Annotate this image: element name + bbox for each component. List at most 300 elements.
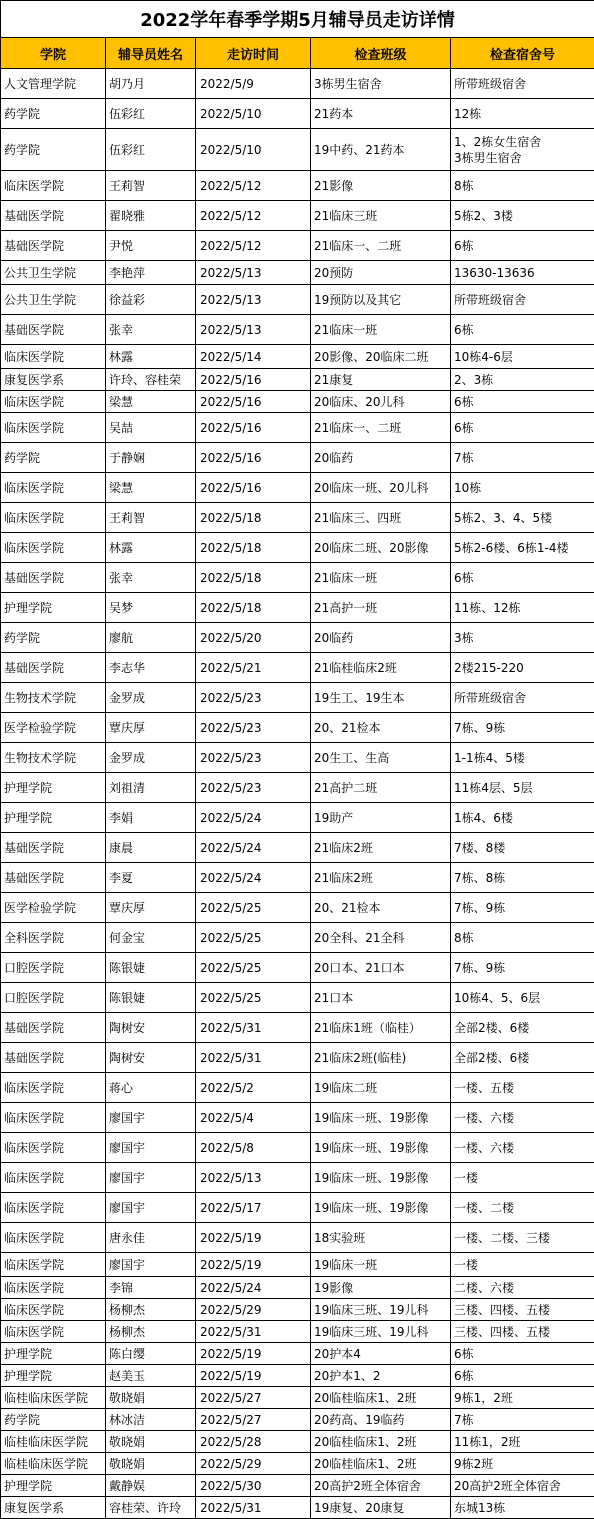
dorm-cell: 一楼、二楼、三楼: [451, 1223, 594, 1253]
table-row: [1, 1497, 594, 1519]
college-cell: 药学院: [1, 443, 106, 473]
counselor-cell: 伍彩红: [106, 99, 196, 129]
college-cell: 临床医学院: [1, 1163, 106, 1193]
table-row: [1, 473, 594, 503]
college-cell: 临桂临床医学院: [1, 1453, 106, 1475]
dorm-cell: 6栋: [451, 315, 594, 345]
class-cell: 20护本4: [311, 1343, 451, 1365]
table-row: [1, 1103, 594, 1133]
table-row: [1, 1193, 594, 1223]
visit-date-cell: 2022/5/13: [196, 285, 311, 315]
college-cell: 基础医学院: [1, 231, 106, 261]
table-row: [1, 713, 594, 743]
visit-date-cell: 2022/5/20: [196, 623, 311, 653]
table-row: [1, 1223, 594, 1253]
college-cell: 基础医学院: [1, 1013, 106, 1043]
dorm-cell: 6栋: [451, 231, 594, 261]
college-cell: 基础医学院: [1, 653, 106, 683]
college-cell: 全科医学院: [1, 923, 106, 953]
table-row: [1, 1431, 594, 1453]
visit-date-cell: 2022/5/2: [196, 1073, 311, 1103]
class-cell: 19助产: [311, 803, 451, 833]
table-row: [1, 773, 594, 803]
college-cell: 临床医学院: [1, 171, 106, 201]
class-cell: 20预防: [311, 261, 451, 285]
table-row: [1, 285, 594, 315]
dorm-cell: 10栋4-6层: [451, 345, 594, 369]
dorm-cell: 7楼、8楼: [451, 833, 594, 863]
counselor-cell: 杨柳杰: [106, 1321, 196, 1343]
table-row: [1, 129, 594, 171]
table-row: [1, 833, 594, 863]
counselor-cell: 何金宝: [106, 923, 196, 953]
visit-date-cell: 2022/5/19: [196, 1223, 311, 1253]
counselor-cell: 杨柳杰: [106, 1299, 196, 1321]
class-cell: 21高护二班: [311, 773, 451, 803]
class-cell: 20口本、21口本: [311, 953, 451, 983]
visit-date-cell: 2022/5/9: [196, 69, 311, 99]
class-cell: 21高护一班: [311, 593, 451, 623]
dorm-cell: 8栋: [451, 923, 594, 953]
table-row: [1, 593, 594, 623]
table-row: [1, 1453, 594, 1475]
table-row: [1, 1133, 594, 1163]
college-cell: 公共卫生学院: [1, 261, 106, 285]
class-cell: 20、21检本: [311, 893, 451, 923]
dorm-cell: 2楼215-220: [451, 653, 594, 683]
counselor-cell: 金罗成: [106, 683, 196, 713]
column-header: 走访时间: [196, 38, 311, 69]
class-cell: 19中药、21药本: [311, 129, 451, 171]
class-cell: 20护本1、2: [311, 1365, 451, 1387]
college-cell: 口腔医学院: [1, 953, 106, 983]
college-cell: 护理学院: [1, 803, 106, 833]
class-cell: 19临床三班、19儿科: [311, 1321, 451, 1343]
class-cell: 21临床一班: [311, 563, 451, 593]
dorm-cell: 6栋: [451, 563, 594, 593]
counselor-cell: 于静娴: [106, 443, 196, 473]
visit-date-cell: 2022/5/12: [196, 231, 311, 261]
counselor-cell: 敬晓娟: [106, 1431, 196, 1453]
visit-date-cell: 2022/5/4: [196, 1103, 311, 1133]
visit-date-cell: 2022/5/13: [196, 1163, 311, 1193]
counselor-cell: 李艳萍: [106, 261, 196, 285]
college-cell: 人文管理学院: [1, 69, 106, 99]
visit-date-cell: 2022/5/31: [196, 1013, 311, 1043]
college-cell: 临床医学院: [1, 473, 106, 503]
counselor-cell: 覃庆厚: [106, 893, 196, 923]
table-row: [1, 563, 594, 593]
dorm-cell: 所带班级宿舍: [451, 69, 594, 99]
visit-date-cell: 2022/5/19: [196, 1253, 311, 1277]
visit-date-cell: 2022/5/24: [196, 803, 311, 833]
class-cell: 19临床一班、19影像: [311, 1193, 451, 1223]
counselor-cell: 陶树安: [106, 1013, 196, 1043]
counselor-cell: 李娟: [106, 803, 196, 833]
visit-date-cell: 2022/5/13: [196, 315, 311, 345]
dorm-cell: 1、2栋女生宿舍 3栋男生宿舍: [451, 129, 594, 171]
counselor-cell: 梁慧: [106, 473, 196, 503]
visit-date-cell: 2022/5/19: [196, 1365, 311, 1387]
college-cell: 临床医学院: [1, 503, 106, 533]
college-cell: 生物技术学院: [1, 743, 106, 773]
counselor-cell: 陈银婕: [106, 953, 196, 983]
visit-date-cell: 2022/5/24: [196, 833, 311, 863]
visit-date-cell: 2022/5/24: [196, 1277, 311, 1299]
table-row: [1, 533, 594, 563]
class-cell: 20临药: [311, 623, 451, 653]
dorm-cell: 6栋: [451, 391, 594, 413]
class-cell: 20临桂临床1、2班: [311, 1387, 451, 1409]
dorm-cell: 一楼: [451, 1163, 594, 1193]
class-cell: 20全科、21全科: [311, 923, 451, 953]
counselor-cell: 林露: [106, 345, 196, 369]
college-cell: 生物技术学院: [1, 683, 106, 713]
counselor-cell: 廖国宇: [106, 1103, 196, 1133]
visit-date-cell: 2022/5/31: [196, 1043, 311, 1073]
dorm-cell: 3栋: [451, 623, 594, 653]
table-row: [1, 503, 594, 533]
counselor-cell: 陈银婕: [106, 983, 196, 1013]
counselor-cell: 吴喆: [106, 413, 196, 443]
table-row: [1, 345, 594, 369]
dorm-cell: 6栋: [451, 1343, 594, 1365]
college-cell: 药学院: [1, 623, 106, 653]
table-row: [1, 1387, 594, 1409]
dorm-cell: 三楼、四楼、五楼: [451, 1321, 594, 1343]
dorm-cell: 10栋4、5、6层: [451, 983, 594, 1013]
class-cell: 19康复、20康复: [311, 1497, 451, 1519]
dorm-cell: 6栋: [451, 1365, 594, 1387]
college-cell: 医学检验学院: [1, 893, 106, 923]
visit-date-cell: 2022/5/10: [196, 129, 311, 171]
class-cell: 20临桂临床1、2班: [311, 1453, 451, 1475]
dorm-cell: 2、3栋: [451, 369, 594, 391]
dorm-cell: 20高护2班全体宿舍: [451, 1475, 594, 1497]
counselor-cell: 翟晓雅: [106, 201, 196, 231]
table-row: [1, 1163, 594, 1193]
class-cell: 20临床二班、20影像: [311, 533, 451, 563]
college-cell: 临床医学院: [1, 1253, 106, 1277]
college-cell: 公共卫生学院: [1, 285, 106, 315]
class-cell: 21临床三班: [311, 201, 451, 231]
table-row: [1, 983, 594, 1013]
column-header: 辅导员姓名: [106, 38, 196, 69]
visit-date-cell: 2022/5/12: [196, 171, 311, 201]
visit-date-cell: 2022/5/25: [196, 923, 311, 953]
class-cell: 21临床1班（临桂）: [311, 1013, 451, 1043]
counselor-cell: 尹悦: [106, 231, 196, 261]
counselor-cell: 张幸: [106, 315, 196, 345]
class-cell: 21临桂临床2班: [311, 653, 451, 683]
dorm-cell: 12栋: [451, 99, 594, 129]
college-cell: 基础医学院: [1, 833, 106, 863]
college-cell: 护理学院: [1, 1475, 106, 1497]
college-cell: 康复医学系: [1, 1497, 106, 1519]
dorm-cell: 7栋、8栋: [451, 863, 594, 893]
table-row: [1, 171, 594, 201]
table-row: [1, 231, 594, 261]
dorm-cell: 7栋、9栋: [451, 893, 594, 923]
class-cell: 19预防以及其它: [311, 285, 451, 315]
college-cell: 临床医学院: [1, 1133, 106, 1163]
visit-date-cell: 2022/5/29: [196, 1299, 311, 1321]
counselor-cell: 廖国宇: [106, 1193, 196, 1223]
class-cell: 21临床2班(临桂): [311, 1043, 451, 1073]
dorm-cell: 6栋: [451, 413, 594, 443]
visit-date-cell: 2022/5/10: [196, 99, 311, 129]
table-row: [1, 1365, 594, 1387]
table-row: [1, 1073, 594, 1103]
column-header: 检查班级: [311, 38, 451, 69]
dorm-cell: 全部2楼、6楼: [451, 1043, 594, 1073]
class-cell: 19临床一班、19影像: [311, 1103, 451, 1133]
counselor-cell: 梁慧: [106, 391, 196, 413]
class-cell: 21临床2班: [311, 863, 451, 893]
class-cell: 21口本: [311, 983, 451, 1013]
visit-date-cell: 2022/5/16: [196, 443, 311, 473]
college-cell: 基础医学院: [1, 1043, 106, 1073]
dorm-cell: 11栋、12栋: [451, 593, 594, 623]
class-cell: 20临床一班、20儿科: [311, 473, 451, 503]
counselor-cell: 吴梦: [106, 593, 196, 623]
counselor-cell: 伍彩红: [106, 129, 196, 171]
counselor-cell: 李锦: [106, 1277, 196, 1299]
visit-date-cell: 2022/5/31: [196, 1497, 311, 1519]
counselor-cell: 张幸: [106, 563, 196, 593]
visit-date-cell: 2022/5/19: [196, 1343, 311, 1365]
college-cell: 临床医学院: [1, 1103, 106, 1133]
college-cell: 康复医学系: [1, 369, 106, 391]
class-cell: 19临床二班: [311, 1073, 451, 1103]
counselor-cell: 王莉智: [106, 503, 196, 533]
dorm-cell: 13630-13636: [451, 261, 594, 285]
table-row: [1, 1321, 594, 1343]
visit-date-cell: 2022/5/18: [196, 533, 311, 563]
table-row: [1, 261, 594, 285]
college-cell: 临床医学院: [1, 391, 106, 413]
table-row: [1, 1475, 594, 1497]
table-row: [1, 923, 594, 953]
visit-date-cell: 2022/5/12: [196, 201, 311, 231]
dorm-cell: 一楼、二楼: [451, 1193, 594, 1223]
class-cell: 20生工、生高: [311, 743, 451, 773]
table-row: [1, 743, 594, 773]
dorm-cell: 9栋1，2班: [451, 1387, 594, 1409]
class-cell: 21临床2班: [311, 833, 451, 863]
visit-date-cell: 2022/5/18: [196, 503, 311, 533]
visit-date-cell: 2022/5/23: [196, 743, 311, 773]
table-row: [1, 623, 594, 653]
visit-date-cell: 2022/5/16: [196, 391, 311, 413]
college-cell: 临床医学院: [1, 1277, 106, 1299]
counselor-cell: 廖国宇: [106, 1253, 196, 1277]
counselor-cell: 林露: [106, 533, 196, 563]
counselor-cell: 廖航: [106, 623, 196, 653]
counselor-cell: 许玲、容桂荣: [106, 369, 196, 391]
class-cell: 19临床一班、19影像: [311, 1133, 451, 1163]
visit-date-cell: 2022/5/14: [196, 345, 311, 369]
college-cell: 护理学院: [1, 1343, 106, 1365]
counselor-cell: 金罗成: [106, 743, 196, 773]
page-title: 2022学年春季学期5月辅导员走访详情: [1, 1, 594, 38]
table-row: [1, 863, 594, 893]
column-header: 学院: [1, 38, 106, 69]
table-row: [1, 953, 594, 983]
college-cell: 临床医学院: [1, 533, 106, 563]
dorm-cell: 10栋: [451, 473, 594, 503]
visit-date-cell: 2022/5/16: [196, 369, 311, 391]
counselor-cell: 廖国宇: [106, 1163, 196, 1193]
dorm-cell: 一楼、六楼: [451, 1133, 594, 1163]
visit-date-cell: 2022/5/23: [196, 683, 311, 713]
counselor-cell: 敬晓娟: [106, 1453, 196, 1475]
table-row: [1, 69, 594, 99]
college-cell: 临床医学院: [1, 1073, 106, 1103]
dorm-cell: 所带班级宿舍: [451, 683, 594, 713]
college-cell: 口腔医学院: [1, 983, 106, 1013]
table-row: [1, 391, 594, 413]
visit-date-cell: 2022/5/27: [196, 1387, 311, 1409]
visit-date-cell: 2022/5/17: [196, 1193, 311, 1223]
table-body: [1, 69, 594, 1519]
dorm-cell: 1栋4、6楼: [451, 803, 594, 833]
college-cell: 药学院: [1, 129, 106, 171]
counselor-cell: 胡乃月: [106, 69, 196, 99]
college-cell: 基础医学院: [1, 563, 106, 593]
college-cell: 基础医学院: [1, 863, 106, 893]
dorm-cell: 5栋2、3楼: [451, 201, 594, 231]
class-cell: 19临床一班: [311, 1253, 451, 1277]
college-cell: 临桂临床医学院: [1, 1431, 106, 1453]
visit-date-cell: 2022/5/30: [196, 1475, 311, 1497]
dorm-cell: 7栋、9栋: [451, 953, 594, 983]
class-cell: 21临床一、二班: [311, 231, 451, 261]
table-row: [1, 893, 594, 923]
table-row: [1, 443, 594, 473]
visit-date-cell: 2022/5/24: [196, 863, 311, 893]
visit-date-cell: 2022/5/23: [196, 773, 311, 803]
dorm-cell: 5栋2、3、4、5楼: [451, 503, 594, 533]
class-cell: 21临床一、二班: [311, 413, 451, 443]
table-row: [1, 369, 594, 391]
counselor-cell: 敬晓娟: [106, 1387, 196, 1409]
dorm-cell: 7栋: [451, 443, 594, 473]
visit-date-cell: 2022/5/18: [196, 563, 311, 593]
table-row: [1, 99, 594, 129]
visit-date-cell: 2022/5/16: [196, 473, 311, 503]
counselor-cell: 刘祖清: [106, 773, 196, 803]
dorm-cell: 三楼、四楼、五楼: [451, 1299, 594, 1321]
table-row: [1, 683, 594, 713]
header-row: [1, 38, 594, 69]
dorm-cell: 9栋2班: [451, 1453, 594, 1475]
college-cell: 药学院: [1, 1409, 106, 1431]
college-cell: 临床医学院: [1, 1299, 106, 1321]
counselor-cell: 蒋心: [106, 1073, 196, 1103]
dorm-cell: 8栋: [451, 171, 594, 201]
counselor-cell: 覃庆厚: [106, 713, 196, 743]
dorm-cell: 11栋4层、5层: [451, 773, 594, 803]
column-header: 检查宿舍号: [451, 38, 594, 69]
college-cell: 临桂临床医学院: [1, 1387, 106, 1409]
class-cell: 20临床、20儿科: [311, 391, 451, 413]
college-cell: 临床医学院: [1, 1321, 106, 1343]
table-row: [1, 315, 594, 345]
dorm-cell: 5栋2-6楼、6栋1-4楼: [451, 533, 594, 563]
college-cell: 医学检验学院: [1, 713, 106, 743]
college-cell: 临床医学院: [1, 413, 106, 443]
visit-date-cell: 2022/5/29: [196, 1453, 311, 1475]
table-row: [1, 1043, 594, 1073]
dorm-cell: 7栋、9栋: [451, 713, 594, 743]
counselor-cell: 陈白缨: [106, 1343, 196, 1365]
visit-date-cell: 2022/5/16: [196, 413, 311, 443]
college-cell: 临床医学院: [1, 1193, 106, 1223]
college-cell: 药学院: [1, 99, 106, 129]
counselor-cell: 王莉智: [106, 171, 196, 201]
class-cell: 20、21检本: [311, 713, 451, 743]
college-cell: 临床医学院: [1, 345, 106, 369]
table-row: [1, 1253, 594, 1277]
counselor-cell: 陶树安: [106, 1043, 196, 1073]
counselor-cell: 徐益彩: [106, 285, 196, 315]
class-cell: 19临床三班、19儿科: [311, 1299, 451, 1321]
college-cell: 基础医学院: [1, 315, 106, 345]
table-row: [1, 1343, 594, 1365]
visit-date-cell: 2022/5/18: [196, 593, 311, 623]
dorm-cell: 一楼: [451, 1253, 594, 1277]
dorm-cell: 一楼、六楼: [451, 1103, 594, 1133]
visit-date-cell: 2022/5/8: [196, 1133, 311, 1163]
class-cell: 19生工、19生本: [311, 683, 451, 713]
table-row: [1, 201, 594, 231]
class-cell: 20临桂临床1、2班: [311, 1431, 451, 1453]
counselor-cell: 赵美玉: [106, 1365, 196, 1387]
class-cell: 20药高、19临药: [311, 1409, 451, 1431]
visit-date-cell: 2022/5/27: [196, 1409, 311, 1431]
class-cell: 21临床一班: [311, 315, 451, 345]
class-cell: 20影像、20临床二班: [311, 345, 451, 369]
class-cell: 19影像: [311, 1277, 451, 1299]
dorm-cell: 1-1栋4、5楼: [451, 743, 594, 773]
visit-date-cell: 2022/5/25: [196, 893, 311, 923]
class-cell: 21临床三、四班: [311, 503, 451, 533]
dorm-cell: 7栋: [451, 1409, 594, 1431]
class-cell: 21影像: [311, 171, 451, 201]
table-row: [1, 413, 594, 443]
dorm-cell: 全部2楼、6楼: [451, 1013, 594, 1043]
college-cell: 临床医学院: [1, 1223, 106, 1253]
visit-date-cell: 2022/5/23: [196, 713, 311, 743]
table-row: [1, 653, 594, 683]
visit-date-cell: 2022/5/31: [196, 1321, 311, 1343]
dorm-cell: 所带班级宿舍: [451, 285, 594, 315]
table-row: [1, 1299, 594, 1321]
dorm-cell: 东城13栋: [451, 1497, 594, 1519]
table-row: [1, 1277, 594, 1299]
class-cell: 3栋男生宿舍: [311, 69, 451, 99]
table-row: [1, 803, 594, 833]
visit-date-cell: 2022/5/28: [196, 1431, 311, 1453]
college-cell: 护理学院: [1, 1365, 106, 1387]
counselor-cell: 唐永佳: [106, 1223, 196, 1253]
visit-date-cell: 2022/5/13: [196, 261, 311, 285]
counselor-cell: 李夏: [106, 863, 196, 893]
class-cell: 19临床一班、19影像: [311, 1163, 451, 1193]
visit-date-cell: 2022/5/21: [196, 653, 311, 683]
counselor-cell: 戴静娱: [106, 1475, 196, 1497]
